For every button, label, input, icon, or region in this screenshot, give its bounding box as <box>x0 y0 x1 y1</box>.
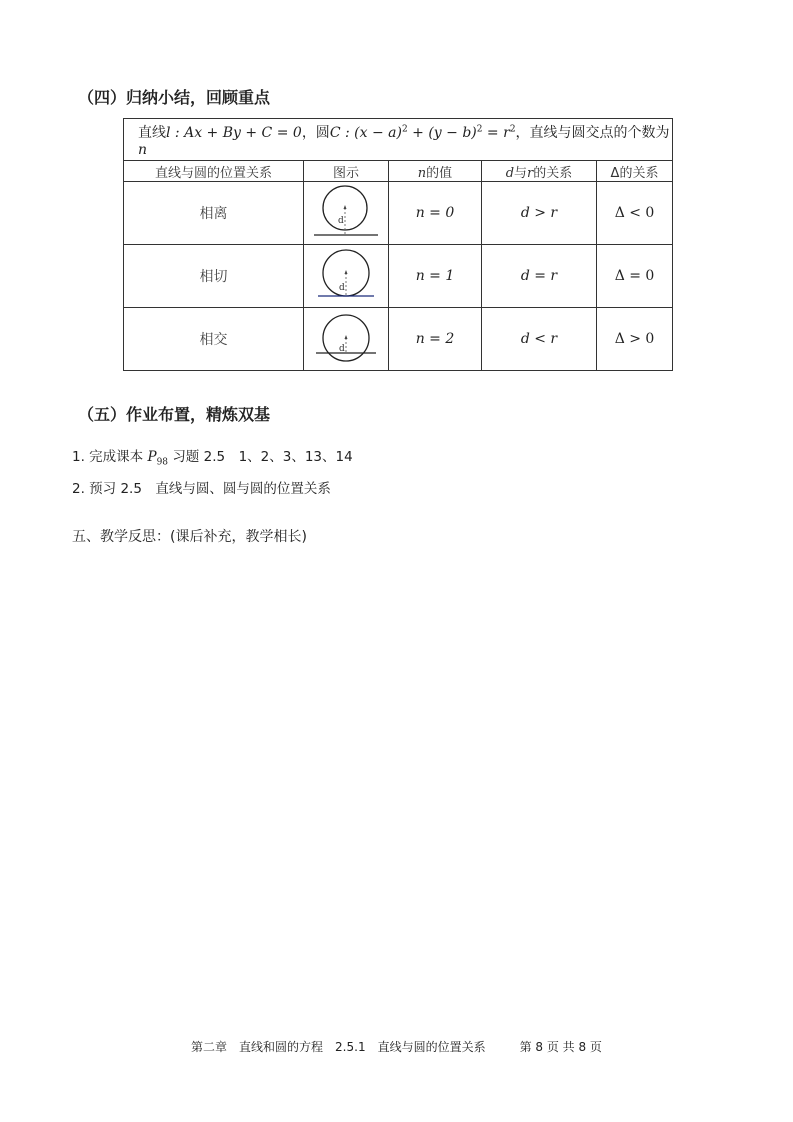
header-d-r: d与r的关系 <box>482 161 597 182</box>
figure-intersect <box>304 308 389 371</box>
caption-n: n <box>138 141 148 158</box>
n-value: n = 2 <box>389 308 482 371</box>
position-name: 相交 <box>124 308 304 371</box>
table-header-row <box>124 161 673 182</box>
position-name: 相离 <box>124 182 304 245</box>
figure-tangent <box>304 245 389 308</box>
caption-text-3: ，直线与圆交点的个数为 <box>515 124 670 141</box>
section-title-homework: （五）作业布置，精炼双基 <box>78 405 271 424</box>
delta-relation: Δ = 0 <box>597 245 673 308</box>
table-caption <box>124 119 673 161</box>
footer-chapter: 第二章 直线和圆的方程 2.5.1 直线与圆的位置关系 <box>191 1040 486 1054</box>
n-value: n = 0 <box>389 182 482 245</box>
header-n: n的值 <box>389 161 482 182</box>
d-r-relation: d < r <box>482 308 597 371</box>
svg-text:d: d <box>339 283 345 293</box>
homework-item-1: 1. 完成课本 $P_{98}$ 习题 2.5 1、2、3、13、14 <box>72 449 353 468</box>
n-value: n = 1 <box>389 245 482 308</box>
caption-text-1: 直线 <box>138 124 166 141</box>
svg-text:d: d <box>338 216 344 226</box>
table-row <box>124 245 673 308</box>
line-equation: l : Ax + By + C = 0 <box>166 124 302 141</box>
page-footer <box>0 1038 793 1055</box>
delta-relation: Δ > 0 <box>597 308 673 371</box>
d-r-relation: d = r <box>482 245 597 308</box>
table-row <box>124 182 673 245</box>
header-position: 直线与圆的位置关系 <box>124 161 304 182</box>
caption-text-2: ，圆 <box>301 124 330 141</box>
teaching-reflection: 五、教学反思：(课后补充，教学相长) <box>72 529 307 545</box>
svg-text:d: d <box>339 344 345 354</box>
header-figure: 图示 <box>304 161 389 182</box>
delta-relation: Δ < 0 <box>597 182 673 245</box>
circle-tangent-diagram <box>308 247 384 305</box>
homework-item-2: 2. 预习 2.5 直线与圆、圆与圆的位置关系 <box>72 481 331 497</box>
circle-equation: C : $(x - a)^2 + (y - b)^2 = r^2$ <box>329 123 516 141</box>
figure-separate <box>304 182 389 245</box>
relation-table <box>123 118 673 371</box>
table-row <box>124 308 673 371</box>
d-r-relation: d > r <box>482 182 597 245</box>
header-delta: Δ的关系 <box>597 161 673 182</box>
position-name: 相切 <box>124 245 304 308</box>
circle-separate-diagram <box>308 184 384 242</box>
footer-page-number: 第 8 页 共 8 页 <box>519 1040 602 1054</box>
section-title-summary: （四）归纳小结，回顾重点 <box>78 88 271 107</box>
circle-intersect-diagram <box>308 310 384 368</box>
table-caption-row <box>124 119 673 161</box>
